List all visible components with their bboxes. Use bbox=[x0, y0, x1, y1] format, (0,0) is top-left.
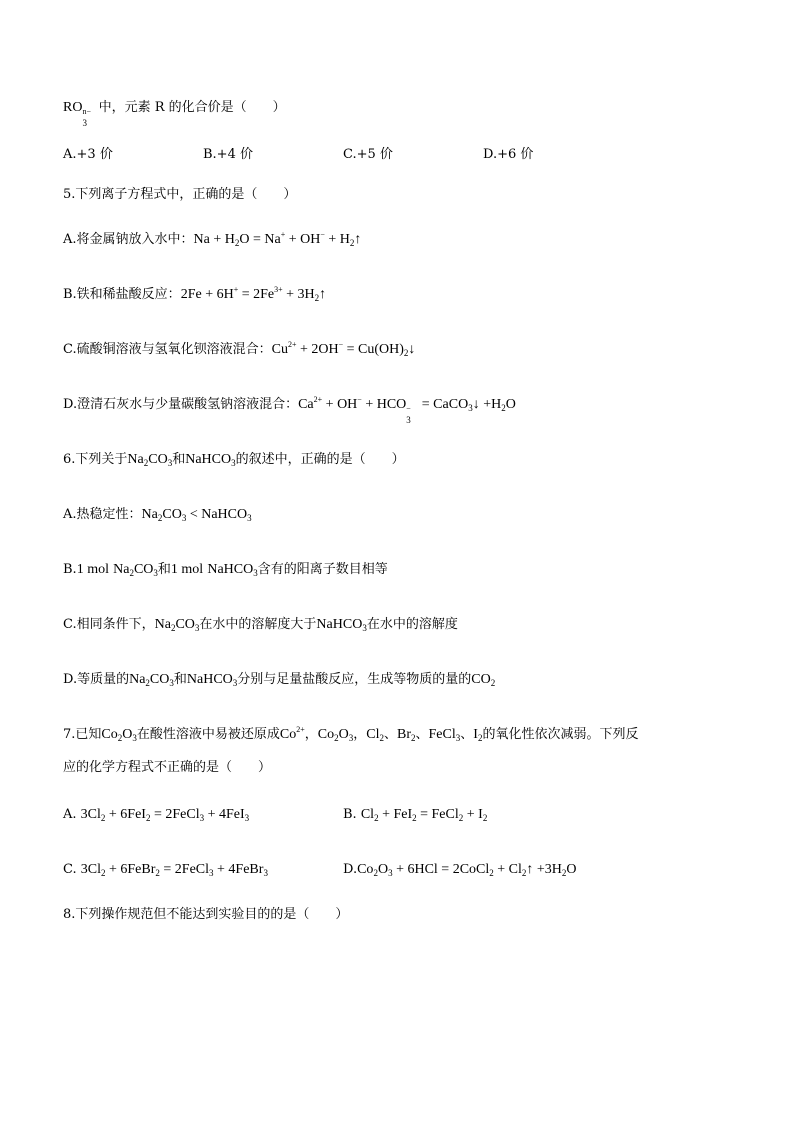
q7-stem-prefix: 7.已知 bbox=[63, 727, 102, 742]
q4-formula: RO n− 3 bbox=[63, 100, 91, 128]
q7-option-b-label: B. bbox=[343, 807, 357, 822]
q6-option-d-nahco3: NaHCO$_3$ bbox=[186, 672, 238, 688]
q5-option-d bbox=[63, 395, 516, 425]
q6-option-d-mid: 分别与足量盐酸反应，生成等物质的量的 bbox=[237, 672, 472, 687]
q4-option-a: A.+3 价 bbox=[63, 147, 113, 162]
q5-option-c-text: C.硫酸铜溶液与氢氧化钡溶液混合： bbox=[63, 342, 272, 357]
q5-option-b-equation: $2Fe + 6H^+ = 2Fe^{3+}$ + $3H_2↑$ bbox=[180, 285, 327, 303]
q7-option-c-label: C. bbox=[63, 862, 77, 877]
q6-stem-and: 和 bbox=[172, 452, 186, 467]
q7-option-a-equation: $3Cl_2 + 6FeI_2$ = 2FeCl$_3$ + 4FeI$_3$ bbox=[80, 807, 250, 823]
q4-stem bbox=[63, 99, 286, 128]
q6-option-d-na2co3: $Na_2CO_3$ bbox=[129, 672, 174, 688]
q5-option-a bbox=[63, 231, 361, 249]
q6-option-b-nahco3: NaHCO$_3$ bbox=[207, 562, 258, 578]
q7-stem-mid3: 的氧化性依次减弱。下列反 bbox=[482, 727, 639, 742]
q7-stem-line2: 应的化学方程式不正确的是（ ） bbox=[63, 760, 272, 775]
q6-option-a bbox=[63, 506, 252, 524]
q5-option-c bbox=[63, 341, 415, 359]
q7-option-d-label: D. bbox=[343, 862, 358, 877]
q7-stem-mid2: ， bbox=[304, 727, 318, 742]
q7-option-c-equation: $3Cl_2$ + 6FeBr$_2$ = 2FeCl$_3$ + 4FeBr$_3$ bbox=[80, 862, 268, 878]
q5-option-d-text: D.澄清石灰水与少量碳酸氢钠溶液混合： bbox=[63, 397, 299, 412]
q7-option-c bbox=[63, 861, 268, 879]
q5-option-d-equation: $Ca^{2+} + OH^-$ + HCO − 3 = CaCO$_3$↓ $+H_2O$ bbox=[298, 395, 516, 425]
q6-option-d-prefix: D.等质量的 bbox=[63, 672, 130, 687]
q6-option-c-nahco3: NaHCO$_3$ bbox=[316, 617, 367, 633]
q6-option-c bbox=[63, 616, 458, 634]
q6-stem-suffix: 的叙述中，正确的是（ ） bbox=[235, 452, 405, 467]
q6-option-b-na2co3: $Na_2CO_3$ bbox=[113, 562, 158, 578]
q7-formula-cl2: $Cl_2$ bbox=[366, 727, 384, 743]
q6-option-b-prefix: B. bbox=[63, 562, 77, 577]
q7-option-a bbox=[63, 806, 249, 824]
q7-formula-i2: $I_2$ bbox=[473, 727, 483, 743]
q6-option-d-and: 和 bbox=[173, 672, 187, 687]
q6-stem-prefix: 6.下列关于 bbox=[63, 452, 128, 467]
q4-option-b: B.+4 价 bbox=[203, 147, 253, 162]
q7-option-b bbox=[343, 806, 487, 824]
q6-option-b bbox=[63, 561, 388, 579]
q5-option-b bbox=[63, 286, 326, 304]
q6-option-d-co2: $CO_2$ bbox=[471, 672, 496, 688]
q6-option-c-mid: 在水中的溶解度大于 bbox=[199, 617, 317, 632]
q5-option-a-equation: $Na + H_2O = Na^+ + OH^-$ + $H_2↑$ bbox=[193, 230, 362, 248]
q6-option-b-suffix: 含有的阳离子数目相等 bbox=[257, 562, 388, 577]
q6-option-b-mol2: 1 mol bbox=[170, 562, 204, 577]
q7-option-a-label: A. bbox=[63, 807, 77, 822]
q8-stem: 8.下列操作规范但不能达到实验目的的是（ ） bbox=[63, 907, 349, 922]
q6-option-c-na2co3: $Na_2CO_3$ bbox=[154, 617, 200, 633]
q6-option-a-text: A.热稳定性： bbox=[63, 507, 142, 522]
q5-option-b-text: B.铁和稀盐酸反应： bbox=[63, 287, 181, 302]
q6-option-a-formula: $Na_2CO_3$ < NaHCO$_3$ bbox=[141, 507, 252, 523]
q7-stem-mid1: 在酸性溶液中易被还原成 bbox=[136, 727, 280, 742]
q6-option-c-prefix: C.相同条件下， bbox=[63, 617, 155, 632]
q7-option-b-equation: $Cl_2 + FeI_2$ = FeCl$_2$ + $I_2$ bbox=[360, 807, 488, 823]
q7-formula-co2plus: $Co^{2+}$ bbox=[279, 725, 305, 742]
q6-stem bbox=[63, 451, 405, 469]
q7-option-d-equation: $Co_2O_3 + 6HCl$ = 2CoCl$_2$ + $Cl_2↑ +3H_2O$ bbox=[357, 862, 577, 878]
q7-formula-co2o3: $Co_2O_3$ bbox=[101, 727, 137, 743]
q7-stem-line1: 7.已知$Co_2O_3$在酸性溶液中易被还原成$Co^{2+}$，$Co_2O_3$，$Cl_2$、$Br_2$、FeCl$_3$、$I_2$的氧化性依次减弱。下列反 bbox=[63, 725, 639, 743]
q6-option-c-suffix: 在水中的溶解度 bbox=[366, 617, 458, 632]
q5-option-c-equation: $Cu^{2+} + 2OH^-$ = $Cu(OH)_2↓$ bbox=[271, 340, 416, 358]
q7-formula-br2: $Br_2$ bbox=[397, 727, 416, 743]
q6-formula-na2co3: $Na_2CO_3$ bbox=[127, 452, 173, 468]
q6-formula-nahco3: NaHCO$_3$ bbox=[185, 452, 236, 468]
q6-option-b-and: 和 bbox=[157, 562, 171, 577]
q4-stem-text: 中，元素 R 的化合价是（ ） bbox=[98, 100, 286, 115]
q4-option-c: C.+5 价 bbox=[343, 147, 393, 162]
q7-option-d bbox=[343, 861, 577, 879]
q6-option-d bbox=[63, 671, 495, 689]
q7-formula-list: $Co_2O_3$ bbox=[317, 727, 354, 743]
q5-option-a-text: A.将金属钠放入水中： bbox=[63, 232, 194, 247]
q5-stem: 5.下列离子方程式中，正确的是（ ） bbox=[63, 187, 297, 202]
q6-option-b-mol1: 1 mol bbox=[76, 562, 109, 577]
q7-formula-fecl3: FeCl$_3$ bbox=[428, 727, 461, 743]
q4-option-d: D.+6 价 bbox=[483, 147, 534, 162]
